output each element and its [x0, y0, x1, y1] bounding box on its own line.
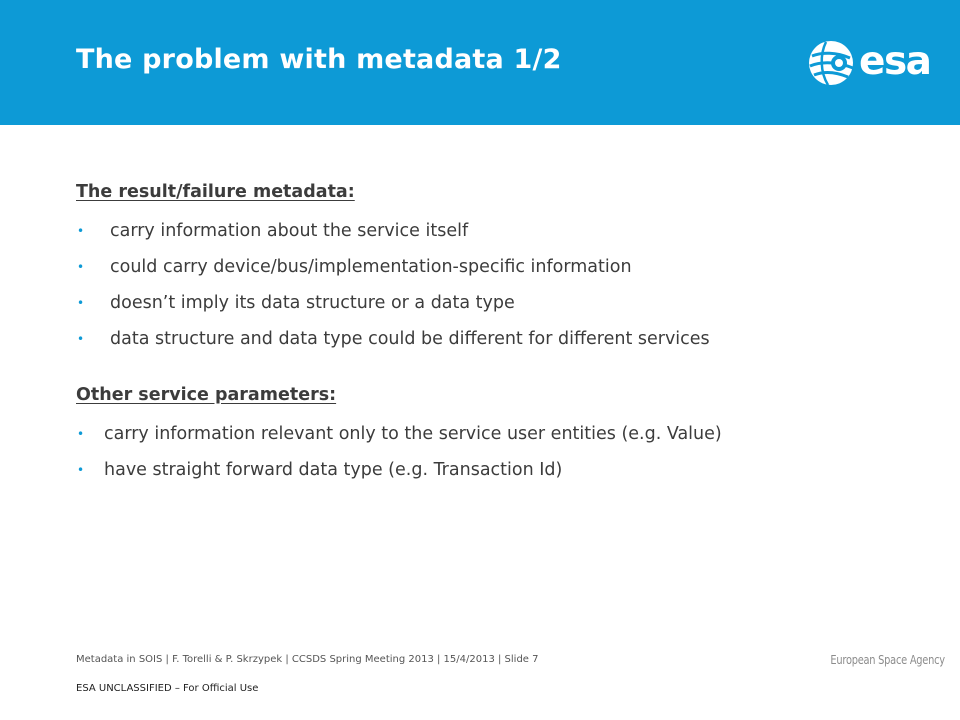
list-item: • carry information about the service itself — [76, 213, 896, 249]
footer-meta: Metadata in SOIS | F. Torelli & P. Skrzypek | CCSDS Spring Meeting 2013 | 15/4/2013 | Slide 7 — [76, 654, 539, 665]
list-item: • data structure and data type could be different for different services — [76, 321, 896, 357]
agency-name: European Space Agency — [830, 653, 945, 667]
slide-title: The problem with metadata 1/2 — [76, 44, 562, 75]
section-heading-other-parameters: Other service parameters: — [76, 385, 337, 405]
esa-logo-text: esa — [859, 39, 931, 84]
list-item: • carry information relevant only to the service user entities (e.g. Value) — [76, 416, 896, 452]
result-failure-list — [76, 213, 896, 357]
bullet-icon: • — [77, 224, 85, 238]
list-item: • doesn’t imply its data structure or a data type — [76, 285, 896, 321]
header-bar — [0, 0, 960, 125]
section-heading-result-failure: The result/failure metadata: — [76, 182, 355, 202]
bullet-icon: • — [77, 296, 85, 310]
bullet-icon: • — [77, 463, 85, 477]
bullet-icon: • — [77, 332, 85, 346]
list-item: • have straight forward data type (e.g. Transaction Id) — [76, 452, 896, 488]
list-item: • could carry device/bus/implementation-specific information — [76, 249, 896, 285]
classification-label: ESA UNCLASSIFIED – For Official Use — [76, 683, 259, 694]
esa-logo — [806, 38, 938, 88]
bullet-icon: • — [77, 260, 85, 274]
slide-content — [76, 180, 896, 488]
esa-globe-icon — [806, 38, 858, 88]
bullet-icon: • — [77, 427, 85, 441]
other-parameters-list — [76, 416, 896, 488]
